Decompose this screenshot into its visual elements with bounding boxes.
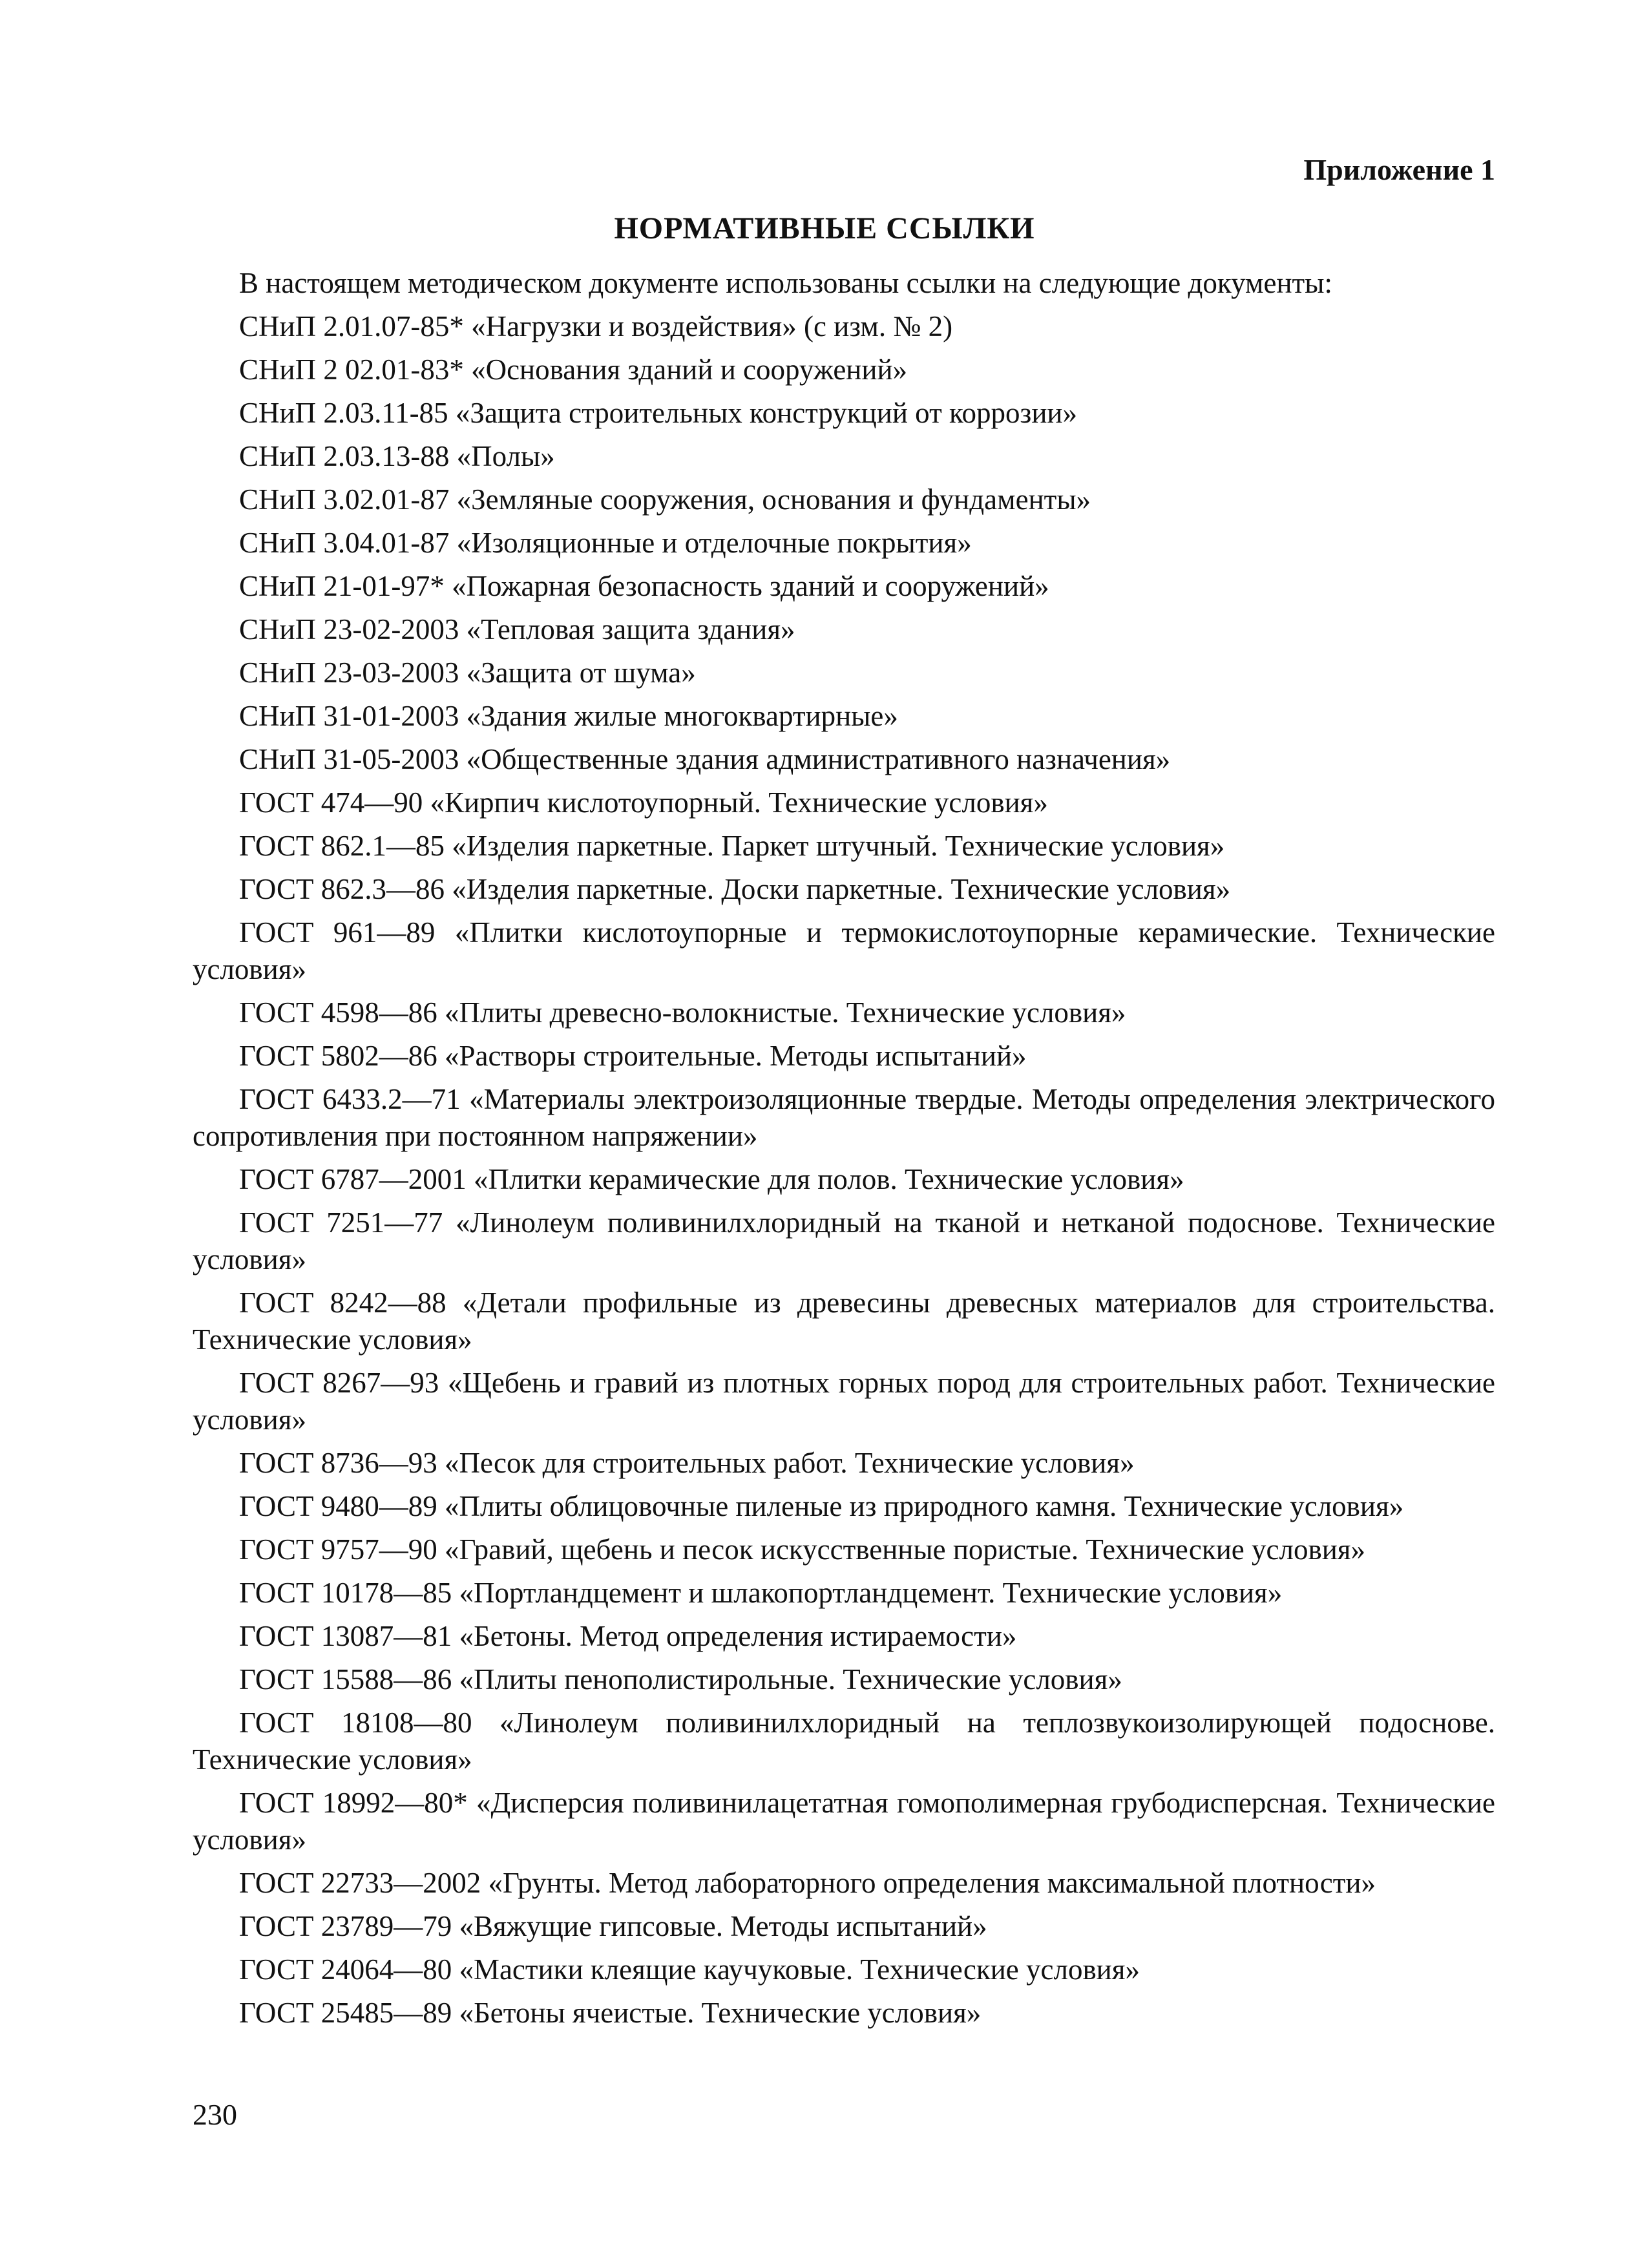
reference-item: СНиП 3.02.01-87 «Земляные сооружения, основания и фундаменты» xyxy=(239,483,1091,516)
reference-item: ГОСТ 6433.2—71 «Материалы электроизоляционные твердые. Методы определения электрического сопротивления при постоянном напряжении» xyxy=(193,1083,1495,1152)
reference-item: ГОСТ 23789—79 «Вяжущие гипсовые. Методы испытаний» xyxy=(239,1910,987,1942)
reference-item: ГОСТ 22733—2002 «Грунты. Метод лабораторного определения максимальной плотности» xyxy=(239,1867,1376,1899)
reference-item: СНиП 2.03.13-88 «Полы» xyxy=(239,440,555,472)
reference-item: СНиП 31-01-2003 «Здания жилые многоквартирные» xyxy=(239,700,898,732)
reference-item: СНиП 2.03.11-85 «Защита строительных конструкций от коррозии» xyxy=(239,397,1078,429)
page-number: 230 xyxy=(193,2098,237,2131)
reference-item: ГОСТ 4598—86 «Плиты древесно-волокнистые. Технические условия» xyxy=(239,996,1126,1029)
reference-item: ГОСТ 24064—80 «Мастики клеящие каучуковые. Технические условия» xyxy=(239,1953,1140,1986)
reference-item: ГОСТ 474—90 «Кирпич кислотоупорный. Технические условия» xyxy=(239,786,1048,819)
reference-item: ГОСТ 9757—90 «Гравий, щебень и песок искусственные пористые. Технические условия» xyxy=(239,1533,1365,1566)
appendix-label: Приложение 1 xyxy=(1303,153,1495,186)
intro-paragraph: В настоящем методическом документе использованы ссылки на следующие документы: xyxy=(239,267,1332,299)
reference-item: ГОСТ 8267—93 «Щебень и гравий из плотных горных пород для строительных работ. Технические условия» xyxy=(193,1367,1495,1436)
reference-item: ГОСТ 862.3—86 «Изделия паркетные. Доски паркетные. Технические условия» xyxy=(239,873,1231,905)
reference-item: ГОСТ 8242—88 «Детали профильные из древесины древесных материалов для строительства. Технические условия» xyxy=(193,1286,1495,1356)
reference-item: ГОСТ 5802—86 «Растворы строительные. Методы испытаний» xyxy=(239,1040,1027,1072)
document-body xyxy=(193,265,1495,2038)
reference-item: СНиП 3.04.01-87 «Изоляционные и отделочные покрытия» xyxy=(239,527,972,559)
reference-item: ГОСТ 25485—89 «Бетоны ячеистые. Технические условия» xyxy=(239,1997,982,2029)
reference-item: СНиП 23-02-2003 «Тепловая защита здания» xyxy=(239,613,795,646)
reference-item: СНиП 31-05-2003 «Общественные здания административного назначения» xyxy=(239,743,1171,775)
reference-item: ГОСТ 8736—93 «Песок для строительных работ. Технические условия» xyxy=(239,1447,1135,1479)
reference-item: ГОСТ 6787—2001 «Плитки керамические для полов. Технические условия» xyxy=(239,1163,1184,1195)
page-title: НОРМАТИВНЫЕ ССЫЛКИ xyxy=(614,211,1035,246)
reference-item: ГОСТ 10178—85 «Портландцемент и шлакопортландцемент. Технические условия» xyxy=(239,1577,1283,1609)
reference-item: СНиП 2.01.07-85* «Нагрузки и воздействия» (с изм. № 2) xyxy=(239,310,953,342)
reference-item: ГОСТ 9480—89 «Плиты облицовочные пиленые из природного камня. Технические условия» xyxy=(239,1490,1404,1522)
reference-item: СНиП 21-01-97* «Пожарная безопасность зданий и сооружений» xyxy=(239,570,1049,602)
reference-item: ГОСТ 18992—80* «Дисперсия поливинилацетатная гомополимерная грубодисперсная. Технические условия» xyxy=(193,1787,1495,1856)
reference-item: СНиП 23-03-2003 «Защита от шума» xyxy=(239,656,696,689)
reference-item: ГОСТ 961—89 «Плитки кислотоупорные и термокислотоупорные керамические. Технические условия» xyxy=(193,916,1495,985)
reference-item: ГОСТ 862.1—85 «Изделия паркетные. Паркет штучный. Технические условия» xyxy=(239,830,1225,862)
reference-list xyxy=(193,308,1495,2032)
reference-item: ГОСТ 7251—77 «Линолеум поливинилхлоридный на тканой и нетканой подоснове. Технические условия» xyxy=(193,1206,1495,1276)
reference-item: СНиП 2 02.01-83* «Основания зданий и сооружений» xyxy=(239,353,908,386)
reference-item: ГОСТ 18108—80 «Линолеум поливинилхлоридный на теплозвукоизолирующей подоснове. Технические условия» xyxy=(193,1706,1495,1776)
reference-item: ГОСТ 13087—81 «Бетоны. Метод определения истираемости» xyxy=(239,1620,1017,1652)
reference-item: ГОСТ 15588—86 «Плиты пенополистирольные. Технические условия» xyxy=(239,1663,1122,1696)
